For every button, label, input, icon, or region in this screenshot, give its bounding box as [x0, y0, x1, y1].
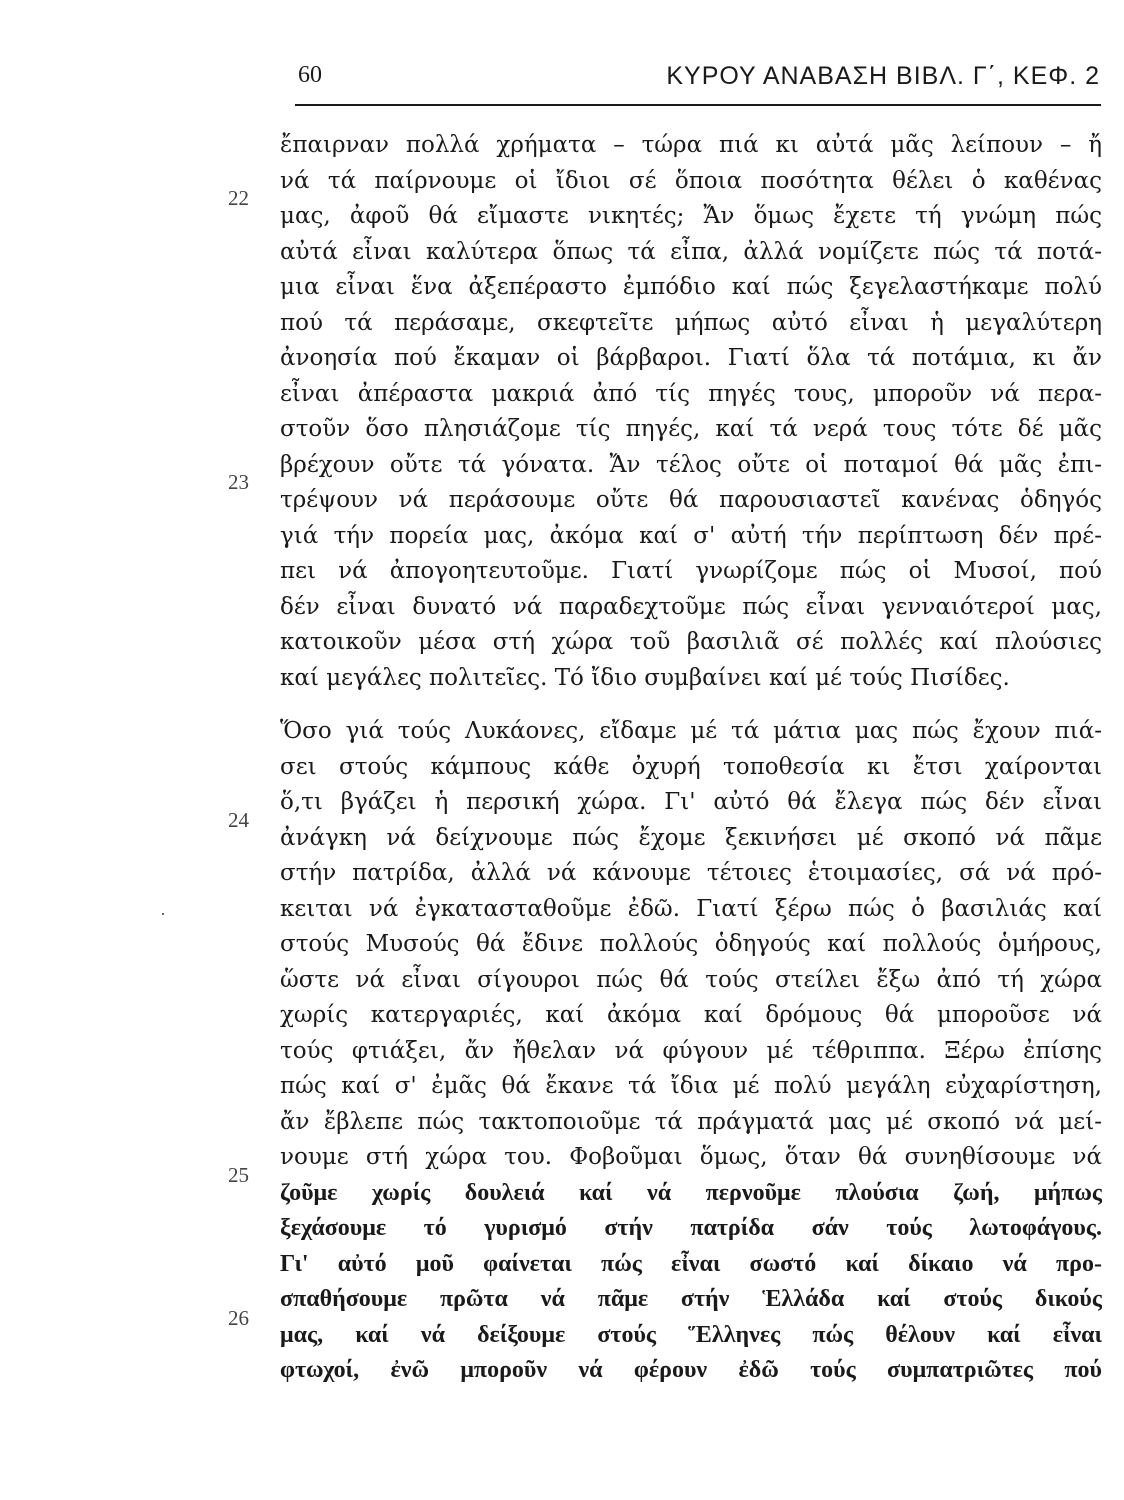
- text-line: κειται νά ἐγκατασταθοῦμε ἐδῶ. Γιατί ξέρω πώς ὁ βασιλιάς καί: [280, 895, 1102, 922]
- text-line-bold: σπαθήσουμε πρῶτα νά πᾶμε στήν Ἑλλάδα καί στούς δικούς: [280, 1286, 1102, 1312]
- text-line: ἄν ἔβλεπε πώς τακτοποιοῦμε τά πράγματά μας μέ σκοπό νά μεί-: [280, 1108, 1102, 1135]
- page-number: 60: [298, 62, 322, 88]
- text-line: βρέχουν οὔτε τά γόνατα. Ἄν τέλος οὔτε οἱ ποταμοί θά μᾶς ἐπι-: [280, 451, 1102, 478]
- paragraph: [280, 128, 1102, 696]
- text-line: πώς καί σ' ἐμᾶς θά ἔκανε τά ἴδια μέ πολύ μεγάλη εὐχαρίστηση,: [280, 1073, 1102, 1099]
- text-line: εἶναι ἀπέραστα μακριά ἀπό τίς πηγές τους, μποροῦν νά περα-: [280, 380, 1102, 407]
- text-line: γιά τήν πορεία μας, ἀκόμα καί σ' αὐτή τήν περίπτωση δέν πρέ-: [280, 522, 1102, 549]
- text-line: τούς φτιάξει, ἄν ἤθελαν νά φύγουν μέ τέθριππα. Ξέρω ἐπίσης: [280, 1037, 1102, 1064]
- text-line: μια εἶναι ἕνα ἀξεπέραστο ἐμπόδιο καί πώς ξεγελαστήκαμε πολύ: [280, 274, 1102, 300]
- text-line: πει νά ἀπογοητευτοῦμε. Γιατί γνωρίζομε πώς οἱ Μυσοί, πού: [280, 558, 1102, 584]
- text-line: Ὅσο γιά τούς Λυκάονες, εἴδαμε μέ τά μάτια μας πώς ἔχουν πιά-: [280, 718, 1102, 744]
- paragraph: [280, 714, 1102, 1176]
- text-line: στοῦν ὅσο πλησιάζομε τίς πηγές, καί τά νερά τους τότε δέ μᾶς: [280, 416, 1102, 442]
- text-line: ὥστε νά εἶναι σίγουροι πώς θά τούς στείλει ἔξω ἀπό τή χώρα: [280, 966, 1102, 993]
- margin-number: 24: [228, 808, 249, 832]
- text-line: αὐτά εἶναι καλύτερα ὅπως τά εἶπα, ἀλλά νομίζετε πώς τά ποτά-: [280, 238, 1102, 265]
- text-line: πού τά περάσαμε, σκεφτεῖτε μήπως αὐτό εἶναι ἡ μεγαλύτερη: [280, 309, 1102, 336]
- margin-number: 25: [228, 1163, 249, 1187]
- text-line: ὅ,τι βγάζει ἡ περσική χώρα. Γι' αὐτό θά ἔλεγα πώς δέν εἶναι: [280, 789, 1102, 815]
- page-header: [298, 62, 1100, 102]
- header-rule: [295, 104, 1101, 106]
- text-line: τρέψουν νά περάσουμε οὔτε θά παρουσιαστεῖ κανένας ὁδηγός: [280, 487, 1102, 513]
- text-line: νουμε στή χώρα του. Φοβοῦμαι ὅμως, ὅταν θά συνηθίσουμε νά: [280, 1144, 1102, 1170]
- text-line: στήν πατρίδα, ἀλλά νά κάνουμε τέτοιες ἑτοιμασίες, σά νά πρό-: [280, 860, 1102, 886]
- text-line-bold: μας, καί νά δείξουμε στούς Ἕλληνες πώς θέλουν καί εἶναι: [280, 1321, 1102, 1348]
- text-line: χωρίς κατεργαριές, καί ἀκόμα καί δρόμους θά μποροῦσε νά: [280, 1002, 1102, 1028]
- body-text: [280, 128, 1102, 1389]
- margin-number: 22: [228, 186, 249, 210]
- paragraph-gap: [280, 696, 1102, 714]
- text-line-bold: φτωχοί, ἐνῶ μποροῦν νά φέρουν ἐδῶ τούς συμπατριῶτες πού: [280, 1357, 1102, 1383]
- text-line: μας, ἀφοῦ θά εἴμαστε νικητές; Ἄν ὅμως ἔχετε τή γνώμη πώς: [280, 203, 1102, 229]
- text-line-bold: Γι' αὐτό μοῦ φαίνεται πώς εἶναι σωστό καί δίκαιο νά προ-: [280, 1250, 1102, 1277]
- text-line: σει στούς κάμπους κάθε ὀχυρή τοποθεσία κι ἔτσι χαίρονται: [280, 753, 1102, 780]
- text-line: κατοικοῦν μέσα στή χώρα τοῦ βασιλιᾶ σέ πολλές καί πλούσιες: [280, 629, 1102, 655]
- text-line: ἀνοησία πού ἔκαμαν οἱ βάρβαροι. Γιατί ὅλα τά ποτάμια, κι ἄν: [280, 345, 1102, 371]
- text-line: ἔπαιρναν πολλά χρήματα – τώρα πιά κι αὐτά μᾶς λείπουν – ἤ: [280, 132, 1102, 158]
- text-line: νά τά παίρνουμε οἱ ἴδιοι σέ ὅποια ποσότητα θέλει ὁ καθένας: [280, 167, 1102, 194]
- margin-number: 23: [228, 470, 249, 494]
- running-head: ΚΥΡΟΥ ΑΝΑΒΑΣΗ ΒΙΒΛ. Γ΄, ΚΕΦ. 2: [666, 62, 1100, 90]
- text-line-bold: ξεχάσουμε τό γυρισμό στήν πατρίδα σάν τούς λωτοφάγους.: [280, 1215, 1102, 1241]
- margin-number: 26: [228, 1306, 249, 1330]
- text-line-bold: ζοῦμε χωρίς δουλειά καί νά περνοῦμε πλούσια ζωή, μήπως: [280, 1179, 1102, 1206]
- text-line: ἀνάγκη νά δείχνουμε πώς ἔχομε ξεκινήσει μέ σκοπό νά πᾶμε: [280, 824, 1102, 851]
- text-line: δέν εἶναι δυνατό νά παραδεχτοῦμε πώς εἶναι γενναιότεροί μας,: [280, 593, 1102, 620]
- scan-speck: [162, 913, 164, 915]
- paragraph-bold: [280, 1176, 1102, 1389]
- text-line: καί μεγάλες πολιτεῖες. Τό ἴδιο συμβαίνει καί μέ τούς Πισίδες.: [280, 664, 1010, 691]
- text-line: στούς Μυσούς θά ἔδινε πολλούς ὁδηγούς καί πολλούς ὁμήρους,: [280, 931, 1102, 957]
